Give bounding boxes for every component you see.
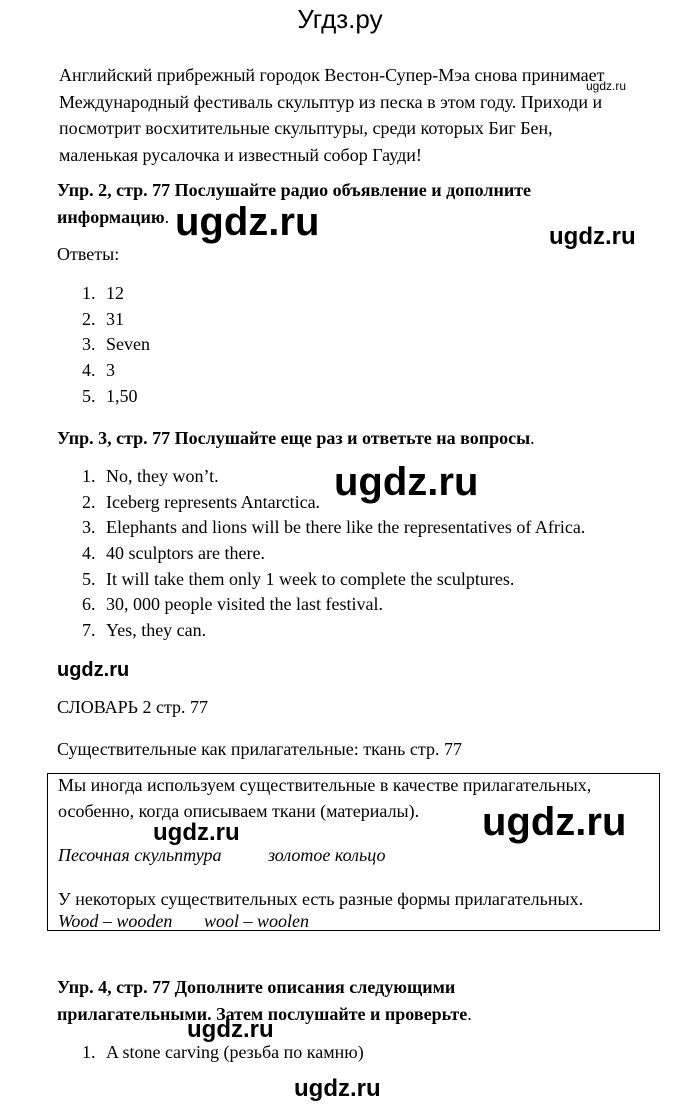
rule-example: wool – woolen [204,911,310,931]
ex4-heading: Упр. 4, стр. 77 Дополните описания следующими прилагательными. Затем послушайте и проверьте. [57,977,472,1024]
watermark-large: ugdz.ru [334,460,479,504]
watermark-large: ugdz.ru [482,800,627,844]
ex4-answer-list [82,1040,364,1066]
ex2-heading-line1: Упр. 2, стр. 77 Послушайте радио объявление и дополните [57,180,532,200]
watermark-tiny: ugdz.ru [586,79,627,93]
rule-line: У некоторых существительных есть разные формы прилагательных. [58,889,584,909]
ex4-heading-line2: прилагательными. Затем послушайте и проверьте [57,1003,468,1024]
intro-line: Английский прибрежный городок Вестон-Супер-Мэа снова принимает [59,65,605,85]
rule-example: Wood – wooden [58,911,173,931]
ex3-heading: Упр. 3, стр. 77 Послушайте еще раз и ответьте на вопросы. [57,428,535,448]
list-item: 4. 40 sculptors are there. [82,543,265,564]
site-title: Угдз.ру [297,4,383,34]
vocab-subtitle: Существительные как прилагательные: ткань стр. 77 [57,739,462,759]
rule-example: Песочная скульптура [58,845,222,865]
intro-paragraph [59,62,659,168]
list-item: 1. No, they won’t. [82,466,219,486]
watermark-small: ugdz.ru [57,659,130,681]
list-item: 1. A stone carving (резьба по камню) [82,1042,364,1062]
answers-label: Ответы: [57,244,120,264]
list-item: 2. Iceberg represents Antarctica. [82,491,321,512]
list-item: 2. 31 [82,308,124,329]
watermark-medium: ugdz.ru [294,1075,381,1102]
list-item: 5. It will take them only 1 week to complete the sculptures. [82,568,515,589]
intro-line: посмотрит восхитительные скульптуры, среди которых Биг Бен, [59,118,553,138]
ex2-answer-list [82,281,150,409]
list-item: 3. Seven [82,334,150,355]
list-item: 5. 1,50 [82,385,138,406]
list-item: 7. Yes, they can. [82,620,207,641]
vocab-title: СЛОВАРЬ 2 стр. 77 [57,697,209,717]
rule-line: особенно, когда описываем ткани (материалы). [58,801,420,821]
list-item: 4. 3 [82,360,115,381]
watermark-medium: ugdz.ru [187,1016,274,1043]
watermark-large: ugdz.ru [175,200,320,244]
intro-line: маленькая русалочка и известный собор Гауди! [59,144,422,165]
watermark-medium: ugdz.ru [153,819,240,846]
ex2-heading: Упр. 2, стр. 77 Послушайте радио объявление и дополните информацию. [57,180,532,227]
rule-line: Мы иногда используем существительные в качестве прилагательных, [58,775,592,795]
list-item: 3. Elephants and lions will be there like the representatives of Africa. [82,517,586,538]
watermark-medium: ugdz.ru [549,223,636,250]
list-item: 6. 30, 000 people visited the last festival. [82,594,383,615]
intro-line: Международный фестиваль скульптур из песка в этом году. Приходи и [59,91,603,112]
rule-example: золотое кольцо [268,845,386,865]
list-item: 1. 12 [82,283,124,303]
ex4-heading-line1: Упр. 4, стр. 77 Дополните описания следующими [57,977,456,997]
ex2-heading-line2: информацию [57,206,165,227]
